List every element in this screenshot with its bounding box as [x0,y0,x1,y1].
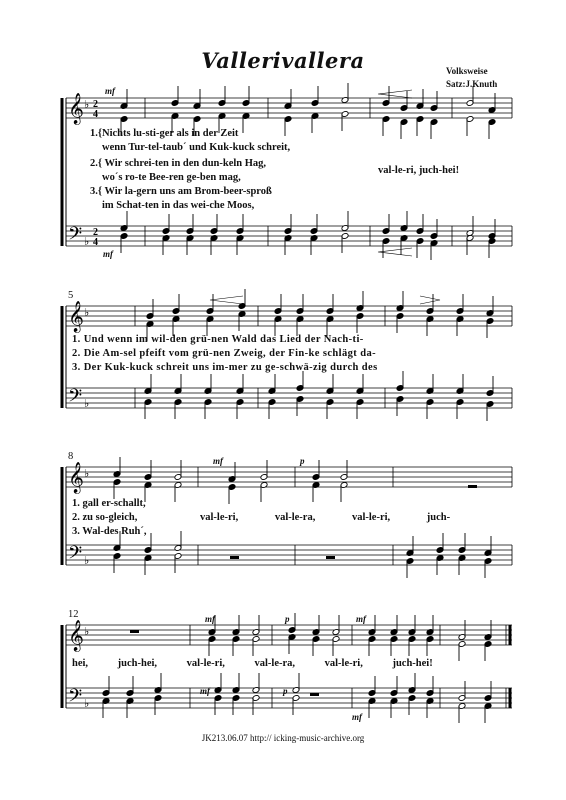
dynamic-mf: mf [205,614,215,624]
lyric-verse2: 2. Die Am-sel pfeift vom grü-nen Zweig, der Fin-ke schlägt da- [72,348,376,359]
staff-bass-2 [66,388,512,408]
lyric-verse3: 3. Der Kuk-kuck schreit uns im-mer zu ge-schwä-zig durch des [72,362,378,373]
treble-clef-icon: 𝄞 [68,620,84,651]
flat-icon: ♭ [84,625,90,638]
whole-rest-icon [230,556,239,559]
flat-icon: ♭ [84,697,90,710]
treble-clef-icon: 𝄞 [68,301,84,332]
arranger-credit: Satz:J.Knuth [446,79,498,89]
time-signature: 2 [93,99,98,110]
lyric-refrain: val-le-ri, val-le-ra, val-le-ri, juch- [200,512,451,523]
measure-number: 5 [68,290,74,301]
flat-icon: ♭ [84,467,90,480]
time-signature: 4 [93,237,98,248]
dynamic-mf: mf [352,712,362,722]
treble-clef-icon: 𝄞 [68,93,84,124]
staff-bass-3 [66,545,512,565]
time-signature: 2 [93,227,98,238]
whole-rest-icon [326,556,335,559]
dynamic-mf: mf [213,456,223,466]
dynamic-mf: mf [356,614,366,624]
treble-clef-icon: 𝄞 [68,462,84,493]
lyric-verse3-line1: 3.{ Wir la-gern uns am Brom-beer-sproß [90,186,272,197]
measure-number: 8 [68,451,74,462]
whole-rest-icon [130,630,139,633]
flat-icon: ♭ [84,554,90,567]
lyric-verse2-line1: 2.{ Wir schrei-ten in den dun-keln Hag, [90,158,267,169]
bass-clef-icon: 𝄢 [68,686,83,711]
footer-source: JK213.06.07 http:// icking-music-archive.org [201,733,365,743]
flat-icon: ♭ [84,306,90,319]
flat-icon: ♭ [84,98,90,111]
whole-rest-icon [310,693,319,696]
lyric-verse3: 3. Wal-des Ruh´, [72,526,147,537]
dynamic-p: p [300,456,305,466]
lyric-verse2-line2: wo´s ro-te Bee-ren ge-ben mag, [102,172,241,183]
staff-treble-2 [66,306,512,326]
lyric-verse1: 1. Und wenn im wil-den grü-nen Wald das Lied der Nach-ti- [72,334,364,345]
whole-rest-icon [468,485,477,488]
staff-treble-3 [66,467,512,487]
flat-icon: ♭ [84,397,90,410]
bass-clef-icon: 𝄢 [68,224,83,249]
lyric-refrain: val-le-ri, juch-hei! [378,165,460,176]
dynamic-mf: mf [103,249,113,259]
lyric-verse1-line1: 1.{Nichts lu-sti-ger als in der Zeit [90,128,239,139]
lyric-verse2: 2. zu so-gleich, [72,512,138,523]
time-signature: 4 [93,109,98,120]
bass-clef-icon: 𝄢 [68,543,83,568]
dynamic-p: p [285,614,290,624]
song-title: Vallerivallera [201,48,365,73]
bass-clef-icon: 𝄢 [68,386,83,411]
lyric-verse1: 1. gall er-schallt, [72,498,146,509]
dynamic-mf: mf [105,86,115,96]
system-brackets [62,98,66,708]
lyric-verse1-line2: wenn Tur-tel-taub´ und Kuk-kuck schreit, [102,142,291,153]
composer-credit: Volksweise [446,66,488,76]
lyric-refrain: hei, juch-hei, val-le-ri, val-le-ra, val-le-ri, juch-hei! [72,658,433,669]
dynamic-mf: mf [200,686,210,696]
dynamic-p: p [283,686,288,696]
flat-icon: ♭ [84,235,90,248]
measure-number: 12 [68,609,79,620]
lyric-verse3-line2: im Schat-ten in das wei-che Moos, [102,200,255,211]
